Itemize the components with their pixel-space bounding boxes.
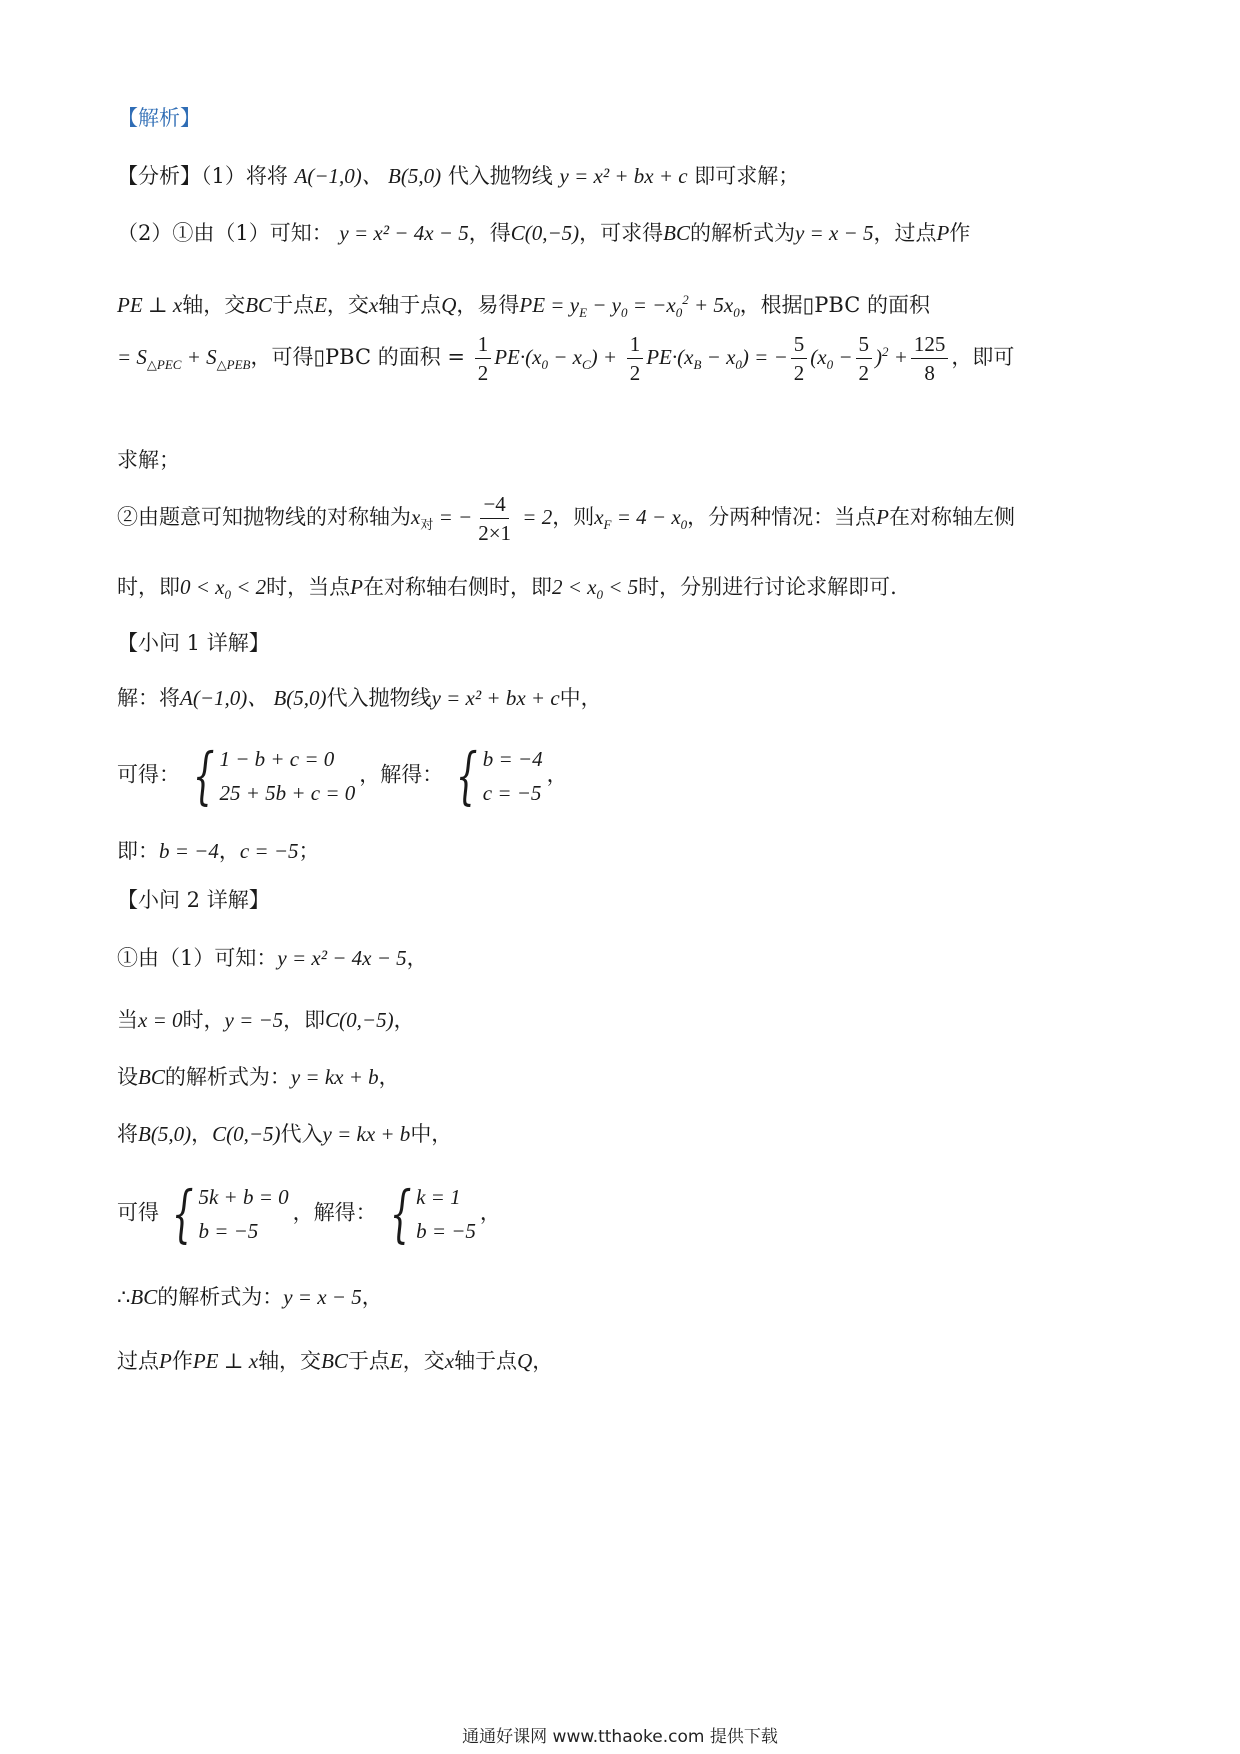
math-sub: 0 <box>733 305 740 321</box>
text-span: ，交 <box>402 1349 445 1373</box>
analysis-line-6 <box>117 490 1015 547</box>
fraction <box>911 330 949 387</box>
math-points: A(−1,0)、 B(5,0) <box>294 164 442 188</box>
math-eq: y = kx + b <box>290 1065 379 1089</box>
math-part: + S <box>181 345 217 369</box>
text-span: ，可得▯PBC 的面积 = <box>250 345 466 369</box>
fraction-den: 8 <box>924 361 935 385</box>
fraction-den: 2 <box>629 361 641 385</box>
math-sub: 0 <box>224 587 231 603</box>
text-span: ，易得 <box>456 293 520 317</box>
text-span: 时， <box>182 1008 225 1032</box>
math-var: BC <box>245 293 273 317</box>
fraction-num: 1 <box>475 330 492 359</box>
math-sub: 0 <box>680 517 688 533</box>
text-span: ，可求得 <box>579 221 664 245</box>
therefore-symbol: ∴ <box>117 1285 131 1309</box>
text-span: 中， <box>410 1122 453 1146</box>
system-row: c = −5 <box>482 781 542 805</box>
math-eq: y = x² − 4x − 5 <box>339 221 469 245</box>
math-part: = 4 − x <box>611 505 681 529</box>
text-span: ， <box>378 1065 400 1089</box>
q2-line-1 <box>117 943 428 973</box>
text-span: 中， <box>559 686 602 710</box>
math-var: BC <box>663 221 690 245</box>
system-row: 25 + 5b + c = 0 <box>219 781 356 805</box>
text-span: 轴，交 <box>182 293 246 317</box>
math-part: PE·(x <box>494 345 542 369</box>
system-row: b = −4 <box>482 747 543 771</box>
math-part: = − <box>433 505 473 529</box>
text-span: ，交 <box>326 293 369 317</box>
math-point: C(0,−5) <box>325 1008 394 1032</box>
text-span: 将 <box>117 1122 138 1146</box>
text-span: ， <box>479 1200 501 1225</box>
text-span: 可得 <box>117 1200 159 1225</box>
math-sub: 0 <box>735 357 742 373</box>
fraction-num: 125 <box>911 330 949 359</box>
math-point: C(0,−5) <box>212 1122 281 1146</box>
math-part: ) = − <box>741 345 788 369</box>
math-var: BC <box>138 1065 165 1089</box>
math-part: x <box>594 505 604 529</box>
math-perp: PE ⊥ x <box>192 1349 259 1373</box>
math-var: E <box>314 293 327 317</box>
text-span: 时，当点 <box>266 575 351 599</box>
math-part: 0 < x <box>180 575 225 599</box>
math-parabola: y = x² + bx + c <box>559 164 688 188</box>
fraction <box>627 330 644 387</box>
math-part: − y <box>587 293 622 317</box>
text-span: 解：将 <box>117 686 180 710</box>
math-part: < 2 <box>231 575 267 599</box>
text-span: 的解析式为： <box>164 1065 291 1089</box>
fraction-den: 2 <box>793 361 805 385</box>
text-span: 可得： <box>117 762 180 787</box>
q2-line-5 <box>117 1177 501 1250</box>
math-sub: B <box>693 357 702 373</box>
text-span: ，分两种情况：当点 <box>687 505 877 529</box>
math-var: Q <box>517 1349 533 1373</box>
math-part: ) + <box>590 345 618 369</box>
text-span: ， <box>218 839 240 863</box>
q2-line-3 <box>117 1062 400 1092</box>
text-span: 轴，交 <box>258 1349 322 1373</box>
brace-icon: { <box>389 1177 412 1250</box>
text-span: 在对称轴左侧 <box>888 505 1015 529</box>
q1-line-3 <box>117 836 320 866</box>
text-span: ①由（1）可知： <box>117 946 278 970</box>
fraction-num: 5 <box>791 330 808 359</box>
text-span: ， <box>546 762 568 787</box>
text-span: 时，分别进行讨论求解即可. <box>638 575 897 599</box>
fraction <box>856 330 873 387</box>
math-part: = S <box>117 345 147 369</box>
text-span: 时，即 <box>117 575 180 599</box>
text-span: 作 <box>949 221 971 245</box>
math-part: − x <box>701 345 736 369</box>
analysis-line-5: 求解； <box>117 448 180 472</box>
math-eq: y = kx + b <box>322 1122 411 1146</box>
fraction-num: −4 <box>480 490 508 519</box>
fraction-den: 2 <box>477 361 489 385</box>
analysis-line-3 <box>117 290 930 320</box>
math-sup: 2 <box>882 344 889 359</box>
math-sub: 0 <box>621 305 628 321</box>
fraction-num: 1 <box>627 330 644 359</box>
math-sub: E <box>579 305 588 321</box>
math-var: P <box>350 575 363 599</box>
text-span: ，根据▯PBC 的面积 <box>739 293 930 317</box>
math-eq: y = x − 5 <box>283 1285 362 1309</box>
text-span: ； <box>298 839 320 863</box>
text-span: ，得 <box>468 221 511 245</box>
math-point: C(0,−5) <box>510 221 580 245</box>
fraction <box>475 330 492 387</box>
math-part: ) <box>875 345 882 369</box>
analysis-line-1 <box>117 161 799 191</box>
text-span: 在对称轴右侧时，即 <box>363 575 552 599</box>
math-sub: △PEB <box>216 357 251 373</box>
math-parabola: y = x² + bx + c <box>431 686 560 710</box>
equation-system <box>381 1177 476 1250</box>
text-span: ，解得： <box>292 1200 377 1225</box>
text-span: 设 <box>117 1065 138 1089</box>
math-perp: PE ⊥ x <box>117 293 183 317</box>
math-sub: 0 <box>826 357 834 373</box>
analysis-tag: 【解析】 <box>117 106 201 130</box>
system-row: b = −5 <box>416 1219 476 1243</box>
math-part: (x <box>810 345 827 369</box>
analysis-line-7 <box>117 572 897 602</box>
math-var: P <box>876 505 889 529</box>
text-span: 【分析】（1）将将 <box>117 164 288 188</box>
q2-title: 【小问 2 详解】 <box>117 888 270 912</box>
math-part: + <box>888 345 908 369</box>
math-sub: 0 <box>541 357 548 373</box>
text-span: 的解析式为： <box>157 1285 284 1309</box>
brace-icon: { <box>456 739 478 812</box>
math-pe-expr <box>519 292 740 321</box>
math-part: + 5x <box>688 293 734 317</box>
math-part: PE·(x <box>646 345 694 369</box>
math-point: B(5,0) <box>138 1122 192 1146</box>
text-span: 即： <box>117 839 159 863</box>
q1-line-1 <box>117 683 602 713</box>
fraction <box>475 490 514 547</box>
math-part: 2 < x <box>552 575 597 599</box>
text-span: 轴于点 <box>454 1349 518 1373</box>
math-sub: 对 <box>420 518 434 534</box>
fraction <box>791 330 808 387</box>
fraction-den: 2 <box>858 361 869 385</box>
system-row: 5k + b = 0 <box>198 1185 289 1209</box>
math-eq: y = x − 5 <box>794 221 874 245</box>
text-span: 当 <box>117 1008 138 1032</box>
analysis-line-4 <box>117 330 1014 387</box>
system-row: k = 1 <box>416 1185 461 1209</box>
text-span: ， <box>191 1122 213 1146</box>
math-var: BC <box>130 1285 158 1309</box>
math-eq: x = 0 <box>138 1008 183 1032</box>
math-eq: y = x² − 4x − 5 <box>277 946 407 970</box>
system-row: b = −5 <box>198 1219 259 1243</box>
math-sub: C <box>581 357 591 373</box>
text-span: （2）①由（1）可知： <box>117 221 333 245</box>
math-var: E <box>389 1349 403 1373</box>
text-span: 于点 <box>272 293 315 317</box>
fraction-num: 5 <box>856 330 873 359</box>
text-span: 代入 <box>280 1122 323 1146</box>
math-part: − x <box>547 345 582 369</box>
math-sub: △PEC <box>146 357 182 373</box>
math-sub: 0 <box>596 587 603 603</box>
math-sub: F <box>603 517 612 533</box>
math-var: P <box>936 221 950 245</box>
q2-line-6 <box>117 1282 383 1312</box>
math-part: PE = y <box>519 293 580 317</box>
math-part: − <box>833 345 853 369</box>
equation-system <box>447 739 543 812</box>
q2-line-2 <box>117 1005 415 1035</box>
math-part: < 5 <box>603 575 639 599</box>
math-var: x <box>368 293 379 317</box>
text-span: 代入抛物线 <box>326 686 432 710</box>
math-var: x <box>444 1349 455 1373</box>
text-span: 代入抛物线 <box>447 164 553 188</box>
q2-line-4 <box>117 1119 452 1149</box>
text-span: ， <box>406 946 428 970</box>
text-span: ，过点 <box>873 221 937 245</box>
math-part: = 2 <box>517 505 553 529</box>
math-var: BC <box>321 1349 348 1373</box>
text-span: 过点 <box>117 1349 159 1373</box>
math-var: Q <box>441 293 457 317</box>
math-eq: y = −5 <box>224 1008 284 1032</box>
q2-line-7 <box>117 1346 553 1376</box>
text-span: ②由题意可知抛物线的对称轴为 <box>117 505 411 529</box>
footer-text: 通通好课网 www.tthaoke.com 提供下载 <box>462 1727 778 1747</box>
math-part: x <box>411 505 421 529</box>
q1-title: 【小问 1 详解】 <box>117 631 270 655</box>
text-span: 作 <box>171 1349 193 1373</box>
q1-line-2 <box>117 739 568 812</box>
equation-system <box>184 739 356 812</box>
math-points: A(−1,0)、 B(5,0) <box>180 686 327 710</box>
math-part: = −x <box>627 293 676 317</box>
text-span: 即可求解； <box>694 164 800 188</box>
analysis-line-2 <box>117 218 970 248</box>
math-sup: 2 <box>682 292 689 307</box>
equation-system <box>163 1177 289 1250</box>
math-eq: b = −4 <box>159 839 219 863</box>
brace-icon: { <box>192 739 215 812</box>
text-span: 的解析式为 <box>689 221 795 245</box>
text-span: ， <box>361 1285 383 1309</box>
math-eq: c = −5 <box>239 839 299 863</box>
fraction-den: 2×1 <box>478 521 512 545</box>
text-span: ，即 <box>283 1008 326 1032</box>
text-span: ，则 <box>552 505 595 529</box>
system-row: 1 − b + c = 0 <box>219 747 335 771</box>
math-var: P <box>159 1349 172 1373</box>
text-span: 于点 <box>347 1349 390 1373</box>
math-sub: 0 <box>675 305 683 321</box>
text-span: ，即可 <box>951 345 1015 369</box>
brace-icon: { <box>171 1177 194 1250</box>
text-span: ， <box>532 1349 554 1373</box>
text-span: ， <box>393 1008 415 1032</box>
text-span: ，解得： <box>359 762 444 787</box>
text-span: 轴于点 <box>378 293 442 317</box>
